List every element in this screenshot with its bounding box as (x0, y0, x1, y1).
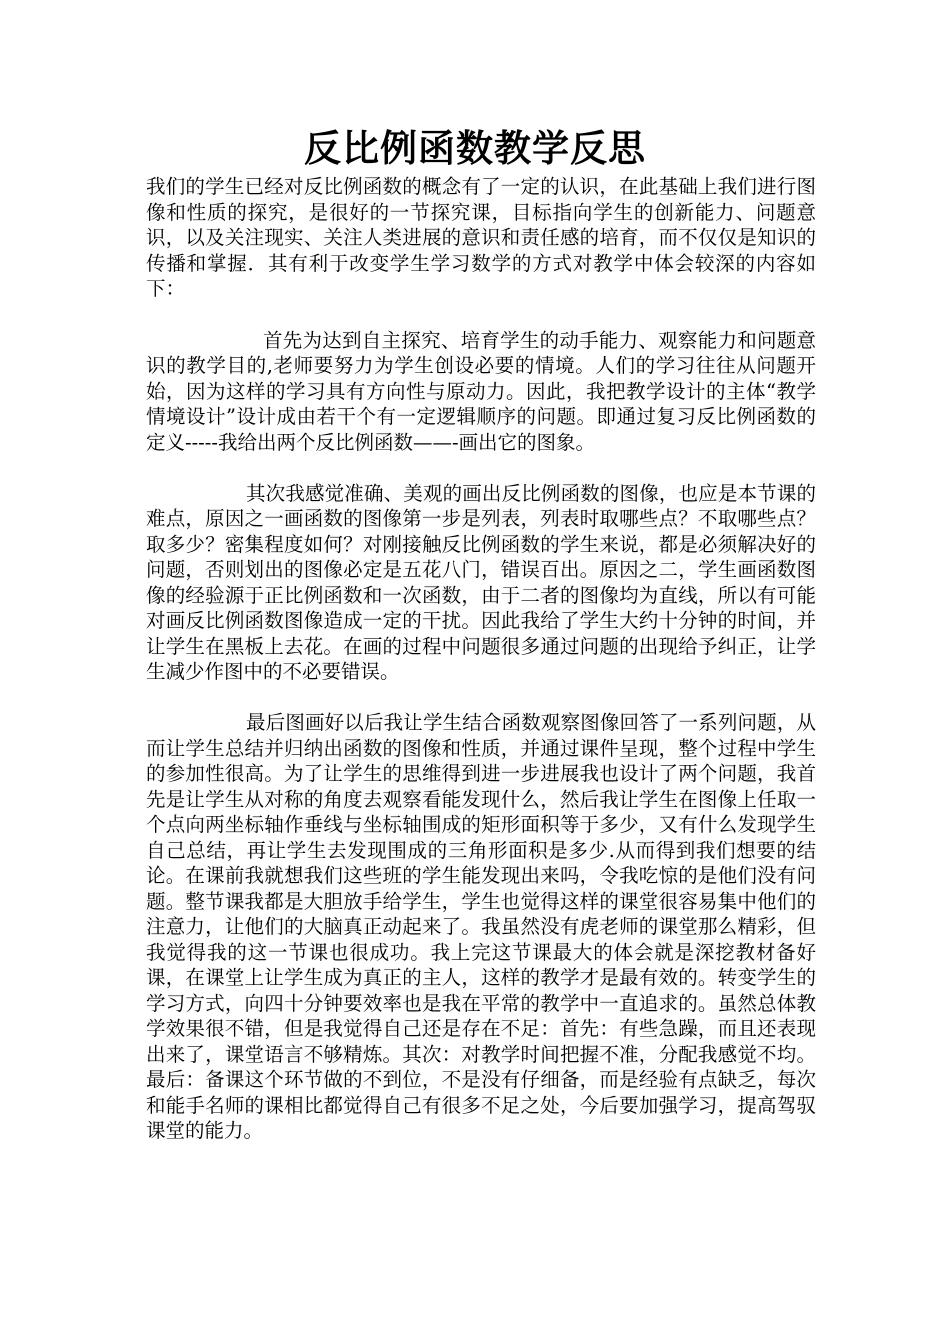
paragraph-second: 其次我感觉准确、美观的画出反比例函数的图像，也应是本节课的难点，原因之一画函数的图像第一步是列表，列表时取哪些点？不取哪些点？取多少？密集程度如何？对刚接触反比例函数的学生来说，都是必须解决好的问题，否则划出的图像必定是五花八门，错误百出。原因之二，学生画函数图像的经验源于正比例函数和一次函数，由于二者的图像均为直线，所以有可能对画反比例函数图像造成一定的干扰。因此我给了学生大约十分钟的时间，并让学生在黑板上去花。在画的过程中问题很多通过问题的出现给予纠正，让学生减少作图中的不必要错误。 (146, 481, 816, 683)
paragraph-first: 首先为达到自主探究、培育学生的动手能力、观察能力和问题意识的教学目的,老师要努力为学生创设必要的情境。人们的学习往往从问题开始，因为这样的学习具有方向性与原动力。因此，我把教学设计的主体“教学情境设计”设计成由若干个有一定逻辑顺序的问题。即通过复习反比例函数的定义-----我给出两个反比例函数——-画出它的图象。 (146, 328, 816, 454)
document-title: 反比例函数教学反思 (304, 126, 646, 170)
paragraph-intro: 我们的学生已经对反比例函数的概念有了一定的认识，在此基础上我们进行图像和性质的探究，是很好的一节探究课，目标指向学生的创新能力、问题意识，以及关注现实、关注人类进展的意识和责任感的培育，而不仅仅是知识的传播和掌握．其有利于改变学生学习数学的方式对教学中体会较深的内容如下： (146, 175, 816, 300)
document-body (146, 174, 816, 1169)
paragraph-last: 最后图画好以后我让学生结合函数观察图像回答了一系列问题，从而让学生总结并归纳出函数的图像和性质，并通过课件呈现，整个过程中学生的参加性很高。为了让学生的思维得到进一步进展我也设计了两个问题，我首先是让学生从对称的角度去观察看能发现什么，然后我让学生在图像上任取一个点向两坐标轴作垂线与坐标轴围成的矩形面积等于多少，又有什么发现学生自己总结，再让学生去发现围成的三角形面积是多少.从而得到我们想要的结论。在课前我就想我们这些班的学生能发现出来吗，令我吃惊的是他们没有问题。整节课我都是大胆放手给学生，学生也觉得这样的课堂很容易集中他们的注意力，让他们的大脑真正动起来了。我虽然没有虎老师的课堂那么精彩，但我觉得我的这一节课也很成功。我上完这节课最大的体会就是深挖教材备好课，在课堂上让学生成为真正的主人，这样的教学才是最有效的。转变学生的学习方式，向四十分钟要效率也是我在平常的教学中一直追求的。虽然总体教学效果很不错，但是我觉得自己还是存在不足：首先：有些急躁，而且还表现出来了，课堂语言不够精炼。其次：对教学时间把握不准，分配我感觉不均。最后：备课这个环节做的不到位，不是没有仔细备，而是经验有点缺乏，每次和能手名师的课相比都觉得自己有很多不足之处，今后要加强学习，提高驾驭课堂的能力。 (146, 711, 816, 1142)
